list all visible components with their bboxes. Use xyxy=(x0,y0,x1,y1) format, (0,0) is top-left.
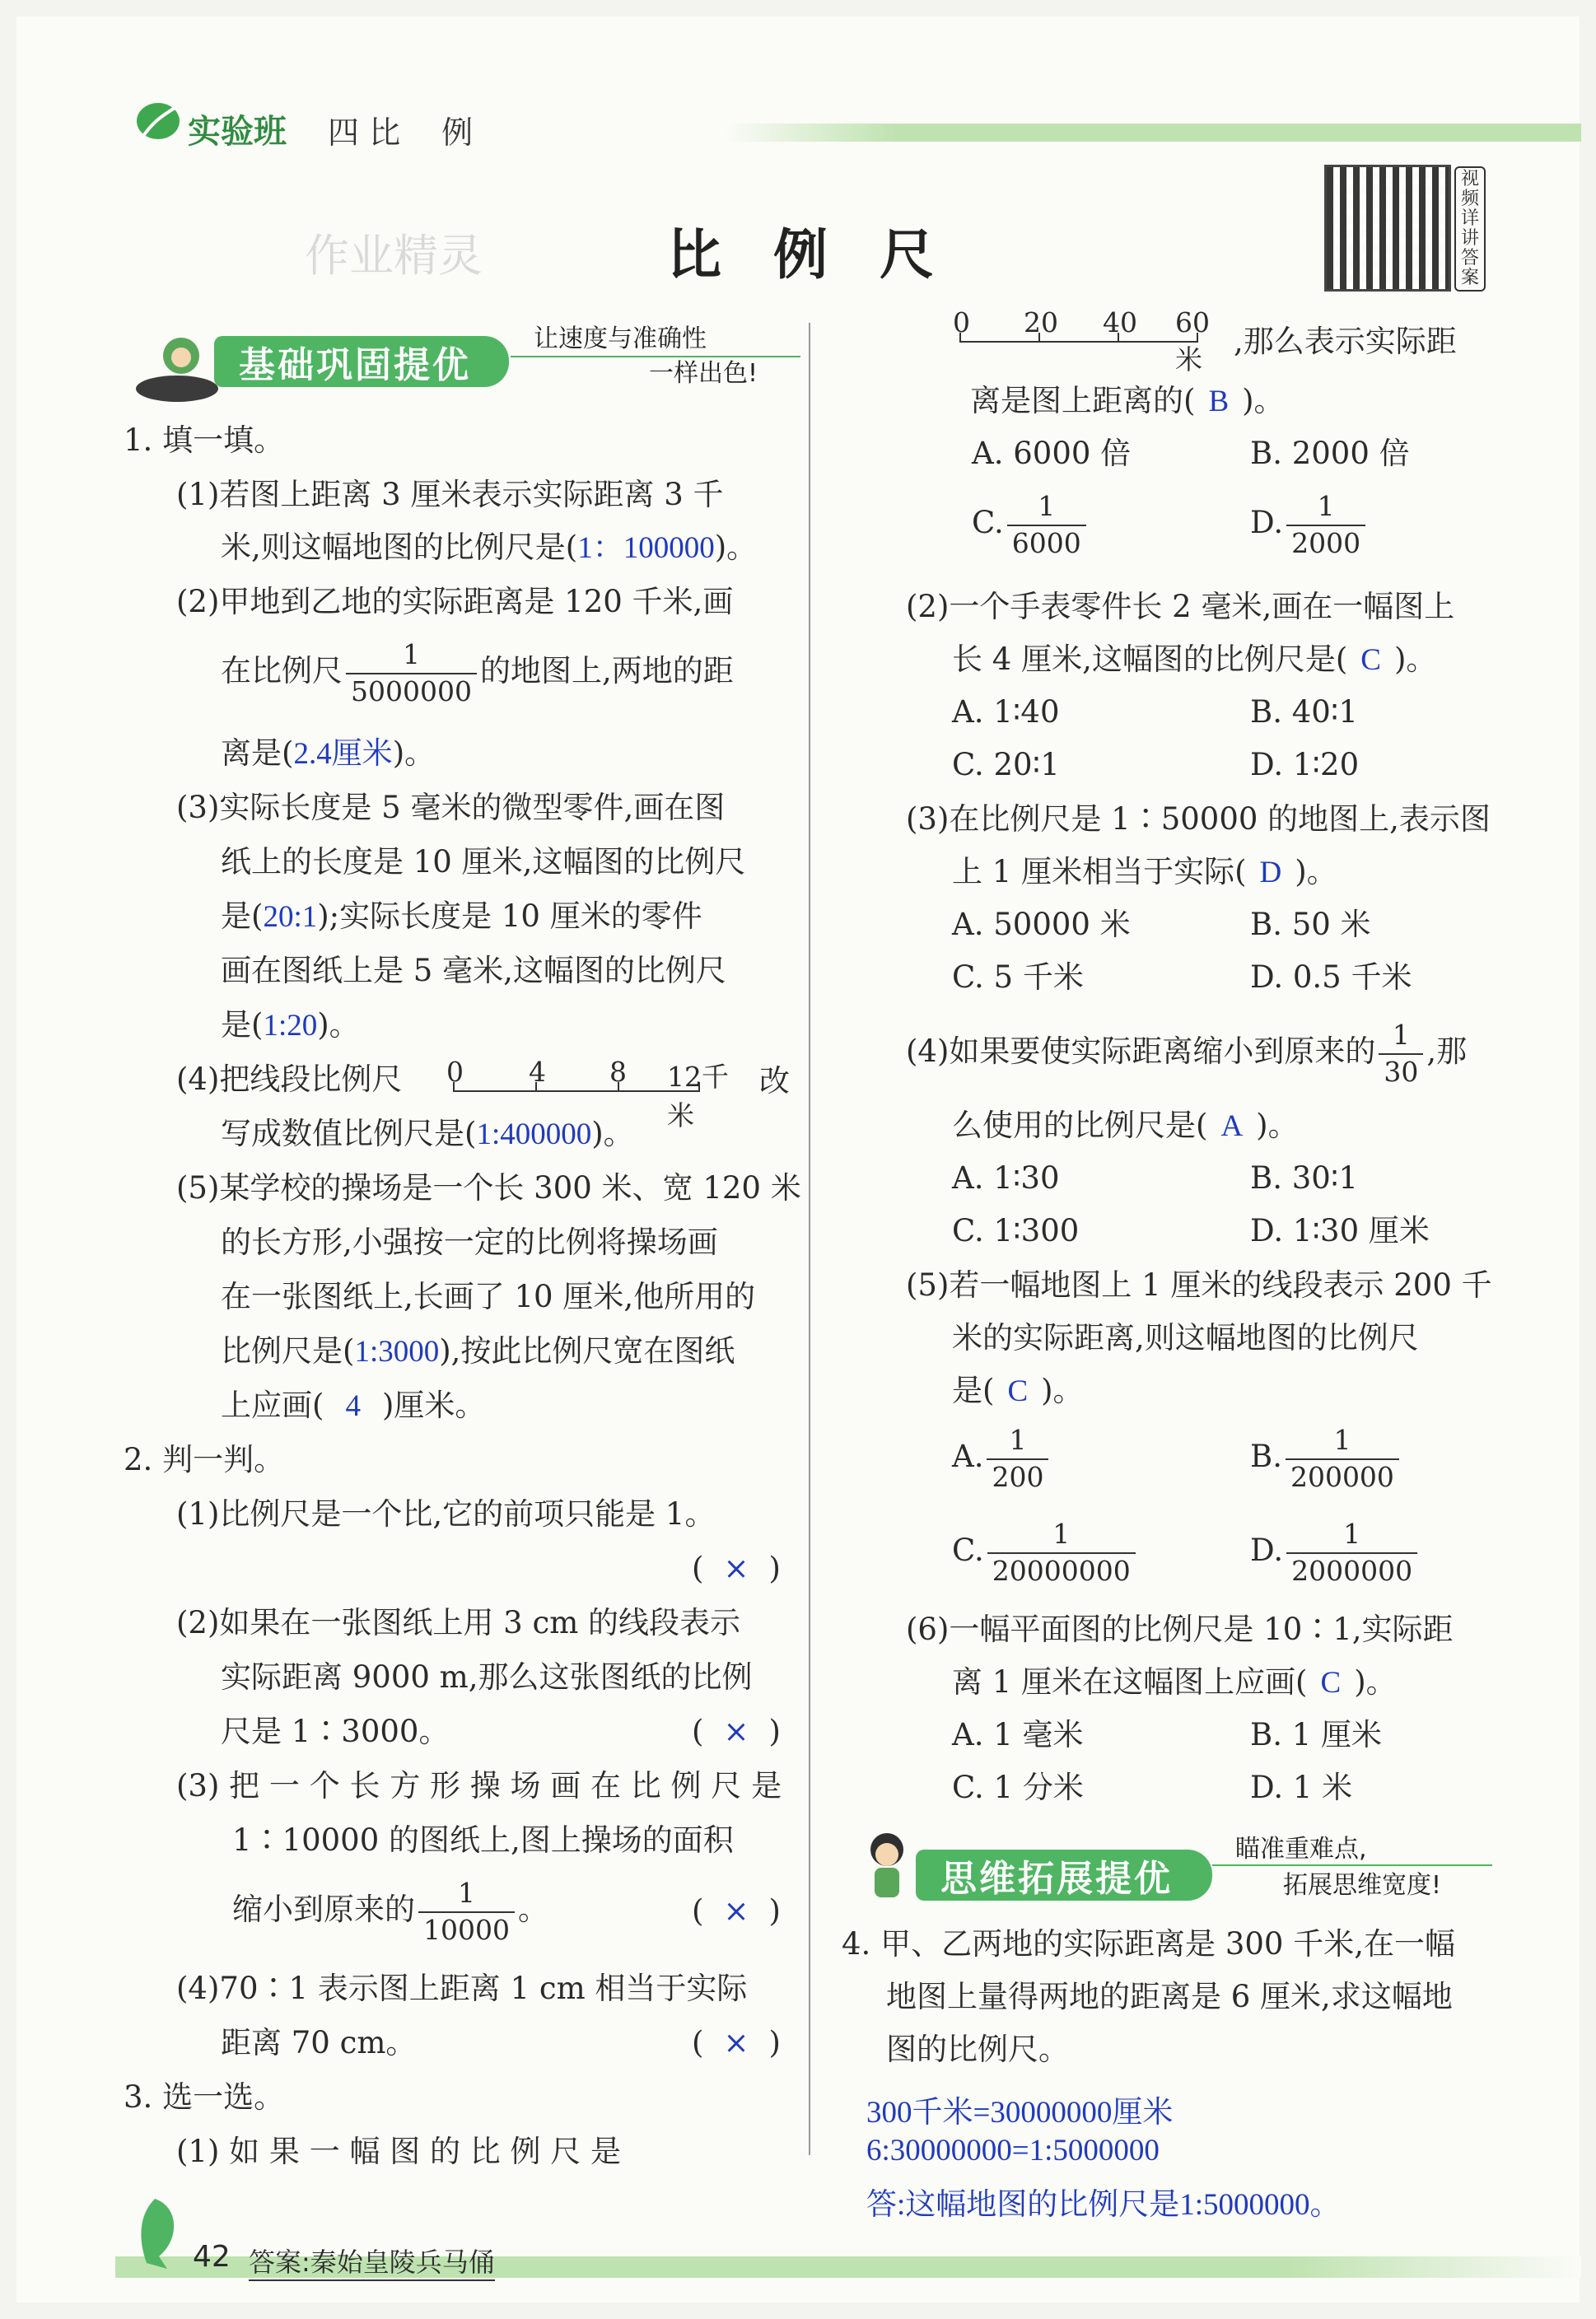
q1-3-line2: 纸上的长度是 10 厘米,这幅图的比例尺 xyxy=(221,844,746,880)
q3-3-option-b: B. 50 米 xyxy=(1250,907,1371,942)
q4-answer-3: 答:这幅地图的比例尺是1:5000000。 xyxy=(866,2188,1341,2222)
q1-3-line3: 是(20:1);实际长度是 10 厘米的零件 xyxy=(221,898,702,934)
scale-label: 0 xyxy=(446,1056,464,1088)
q3-6-option-a: A. 1 毫米 xyxy=(952,1717,1084,1752)
q1-4-line2: 写成数值比例尺是(1:400000)。 xyxy=(221,1116,634,1151)
section2-slogan-1: 瞄准重难点, xyxy=(1235,1835,1367,1864)
q3-4-option-a: A. 1∶30 xyxy=(952,1160,1060,1196)
q1-1-line2: 米,则这幅地图的比例尺是(1：100000)。 xyxy=(221,530,758,565)
q2-2-line2: 实际距离 9000 m,那么这张图纸的比例 xyxy=(221,1659,753,1695)
q4-answer-1: 300千米=30000000厘米 xyxy=(866,2096,1174,2130)
fraction: $\frac{1}{5000000}$ xyxy=(346,641,477,706)
q3-1-line1: (1) 如 果 一 幅 图 的 比 例 尺 是 xyxy=(176,2134,622,2169)
q3-3-line2: 上 1 厘米相当于实际( D )。 xyxy=(952,854,1337,889)
q3-3-option-c: C. 5 千米 xyxy=(952,959,1084,995)
q2-3-line1: (3) 把 一 个 长 方 形 操 场 画 在 比 例 尺 是 xyxy=(176,1768,782,1803)
mascot-icon xyxy=(850,1825,924,1911)
q1-1-line1: (1)若图上距离 3 厘米表示实际距离 3 千 xyxy=(176,477,724,512)
q1-3-line5: 是(1:20)。 xyxy=(221,1007,360,1043)
q3-3-option-d: D. 0.5 千米 xyxy=(1250,959,1412,995)
scale-label: 40 xyxy=(1103,306,1137,338)
q1-5-line4: 比例尺是(1:3000),按此比例尺宽在图纸 xyxy=(221,1333,735,1369)
line-scale-q3-1 xyxy=(953,306,1231,376)
q3-2-option-b: B. 40∶1 xyxy=(1250,694,1358,730)
section1-slogan-1: 让速度与准确性 xyxy=(534,324,707,353)
judge-mark-1: ( × ) xyxy=(692,1551,781,1586)
q2-3-line3: 缩小到原来的 $\frac{1}{10000}$ 。 xyxy=(232,1877,548,1946)
qr-label: 视频详讲答案 xyxy=(1454,166,1486,292)
scale-label: 12千米 xyxy=(667,1061,729,1132)
answer-3-3: D xyxy=(1259,856,1282,889)
fraction: $\frac{1}{2000}$ xyxy=(1286,492,1365,558)
q3-3-line1: (3)在比例尺是 1∶50000 的地图上,表示图 xyxy=(906,801,1491,837)
q3-5-option-c: C. $\frac{1}{20000000}$ xyxy=(952,1520,1139,1585)
q4-line3: 图的比例尺。 xyxy=(886,2032,1069,2067)
q1-2-line2: 在比例尺 $\frac{1}{5000000}$ 的地图上,两地的距 xyxy=(221,638,734,707)
answer-3-6: C xyxy=(1320,1666,1342,1700)
q1-2-line3: 离是(2.4厘米)。 xyxy=(221,735,436,771)
q3-5-line3: 是( C )。 xyxy=(952,1373,1084,1408)
scale-label: 4 xyxy=(529,1056,546,1088)
fraction: $\frac{1}{10000}$ xyxy=(418,1879,515,1944)
q3-5-option-a: A. $\frac{1}{200}$ xyxy=(952,1426,1052,1491)
q2-4-line2: 距离 70 cm。 xyxy=(221,2025,417,2060)
mascot-icon xyxy=(132,323,222,408)
q1-2-line1: (2)甲地到乙地的实际距离是 120 千米,画 xyxy=(176,584,734,619)
scale-label: 60米 xyxy=(1175,306,1210,376)
answer-1-3b: 1:20 xyxy=(263,1009,318,1043)
q3-6-option-d: D. 1 米 xyxy=(1250,1770,1353,1805)
q1-4-line1-pre: (4)把线段比例尺 xyxy=(176,1062,403,1097)
q3-1-line2: 离是图上距离的( B )。 xyxy=(970,383,1285,418)
fraction: $\frac{1}{2000000}$ xyxy=(1286,1520,1417,1585)
q3-5-option-d: D. $\frac{1}{2000000}$ xyxy=(1250,1520,1421,1585)
q3-6-option-c: C. 1 分米 xyxy=(952,1770,1084,1805)
page xyxy=(16,16,1580,2303)
fraction: $\frac{1}{200000}$ xyxy=(1286,1426,1399,1491)
section1-slogan-2: 一样出色! xyxy=(649,359,758,388)
dolphin-icon xyxy=(122,2191,188,2276)
answer-3-2: C xyxy=(1360,643,1381,677)
scale-label: 8 xyxy=(609,1056,627,1088)
q2-2-line3: 尺是 1∶3000。 xyxy=(221,1714,450,1749)
q3-5-line2: 米的实际距离,则这幅地图的比例尺 xyxy=(952,1320,1419,1355)
q2-1-line1: (1)比例尺是一个比,它的前项只能是 1。 xyxy=(176,1496,716,1532)
slogan-underline xyxy=(1212,1864,1492,1866)
q3-4-line2: 么使用的比例尺是( A )。 xyxy=(952,1108,1299,1143)
q3-4-option-d: D. 1∶30 厘米 xyxy=(1250,1213,1430,1248)
fraction: $\frac{1}{20000000}$ xyxy=(987,1520,1136,1585)
q2-4-line1: (4)70∶1 表示图上距离 1 cm 相当于实际 xyxy=(176,1971,748,2006)
answer-1-1: 1：100000 xyxy=(577,531,715,565)
q1-4-line1-post: 改 xyxy=(759,1063,790,1099)
judge-mark-2: ( × ) xyxy=(692,1714,781,1749)
page-number: 42 xyxy=(193,2240,231,2274)
q3-5-line1: (5)若一幅地图上 1 厘米的线段表示 200 千 xyxy=(906,1267,1492,1303)
answer-1-4: 1:400000 xyxy=(476,1118,592,1151)
fraction: $\frac{1}{6000}$ xyxy=(1007,492,1086,558)
q3-4-option-b: B. 30∶1 xyxy=(1250,1160,1358,1196)
footer-note: 答案:秦始皇陵兵马俑 xyxy=(249,2242,495,2281)
q3-1-line1-post: ,那么表示实际距 xyxy=(1234,324,1457,359)
column-divider xyxy=(809,323,810,2155)
scale-label: 0 xyxy=(953,306,970,338)
q2-3-line2: 1∶10000 的图纸上,图上操场的面积 xyxy=(232,1822,734,1858)
q1-5-line5: 上应画( 4 )厘米。 xyxy=(221,1388,486,1423)
q3-2-option-d: D. 1∶20 xyxy=(1250,747,1360,782)
fraction: $\frac{1}{30}$ xyxy=(1379,1021,1423,1086)
q1-5-line3: 在一张图纸上,长画了 10 厘米,他所用的 xyxy=(221,1279,756,1314)
header-stripe xyxy=(725,124,1581,142)
q3-1-option-d: D. $\frac{1}{2000}$ xyxy=(1250,492,1369,558)
q1-3-line4: 画在图纸上是 5 毫米,这幅图的比例尺 xyxy=(221,953,726,988)
section-banner-extension: 思维拓展提优 xyxy=(916,1850,1212,1901)
leaf-logo-icon xyxy=(135,99,181,147)
q2-2-line1: (2)如果在一张图纸上用 3 cm 的线段表示 xyxy=(176,1605,741,1640)
fraction: $\frac{1}{200}$ xyxy=(987,1426,1048,1491)
slogan-underline xyxy=(511,356,800,357)
q3-2-line1: (2)一个手表零件长 2 毫米,画在一幅图上 xyxy=(906,589,1455,624)
q1-heading: 1. 填一填。 xyxy=(124,422,285,458)
answer-1-2: 2.4厘米 xyxy=(293,737,393,771)
qr-code-icon[interactable] xyxy=(1324,165,1451,292)
q3-6-line2: 离 1 厘米在这幅图上应画( C )。 xyxy=(952,1664,1397,1700)
answer-1-5a: 1:3000 xyxy=(354,1335,440,1369)
answer-3-4: A xyxy=(1220,1109,1244,1143)
q3-4-line1: (4)如果要使实际距离缩小到原来的 $\frac{1}{30}$ ,那 xyxy=(906,1019,1468,1088)
q3-1-option-b: B. 2000 倍 xyxy=(1250,436,1410,471)
q3-4-option-c: C. 1∶300 xyxy=(952,1213,1080,1248)
q3-1-option-a: A. 6000 倍 xyxy=(972,436,1132,471)
q1-5-line1: (5)某学校的操场是一个长 300 米、宽 120 米 xyxy=(176,1170,801,1206)
q3-heading: 3. 选一选。 xyxy=(124,2079,285,2115)
section-banner-basic: 基础巩固提优 xyxy=(214,336,509,387)
answer-3-1: B xyxy=(1208,385,1230,418)
q3-2-option-a: A. 1∶40 xyxy=(952,694,1060,730)
answer-3-5: C xyxy=(1007,1374,1029,1408)
q3-1-option-c: C. $\frac{1}{6000}$ xyxy=(972,492,1090,558)
header-brand: 实验班 xyxy=(188,113,287,151)
q4-line1: 4. 甲、乙两地的实际距离是 300 千米,在一幅 xyxy=(842,1926,1455,1962)
q2-heading: 2. 判一判。 xyxy=(124,1442,285,1477)
q3-5-option-b: B. $\frac{1}{200000}$ xyxy=(1250,1426,1402,1491)
q4-answer-2: 6:30000000=1:5000000 xyxy=(866,2134,1160,2167)
q1-3-line1: (3)实际长度是 5 毫米的微型零件,画在图 xyxy=(176,790,726,825)
header-unit: 四 比 例 xyxy=(328,114,474,151)
q3-6-option-b: B. 1 厘米 xyxy=(1250,1717,1383,1752)
q1-5-line2: 的长方形,小强按一定的比例将操场画 xyxy=(221,1225,718,1260)
q3-2-option-c: C. 20∶1 xyxy=(952,747,1060,782)
q3-6-line1: (6)一幅平面图的比例尺是 10∶1,实际距 xyxy=(906,1612,1454,1647)
section2-slogan-2: 拓展思维宽度! xyxy=(1283,1871,1442,1900)
q3-3-option-a: A. 50000 米 xyxy=(952,907,1131,942)
scale-label: 20 xyxy=(1024,306,1058,338)
watermark: 作业精灵 xyxy=(305,230,483,282)
q4-line2: 地图上量得两地的距离是 6 厘米,求这幅地 xyxy=(886,1979,1453,2014)
q3-2-line2: 长 4 厘米,这幅图的比例尺是( C )。 xyxy=(952,642,1437,677)
line-scale-q1-4 xyxy=(446,1056,749,1132)
page-title: 比 例 尺 xyxy=(667,223,950,287)
answer-1-5b: 4 xyxy=(345,1389,361,1423)
judge-mark-3: ( × ) xyxy=(692,1893,781,1929)
answer-1-3a: 20:1 xyxy=(263,900,318,934)
judge-mark-4: ( × ) xyxy=(692,2025,781,2060)
